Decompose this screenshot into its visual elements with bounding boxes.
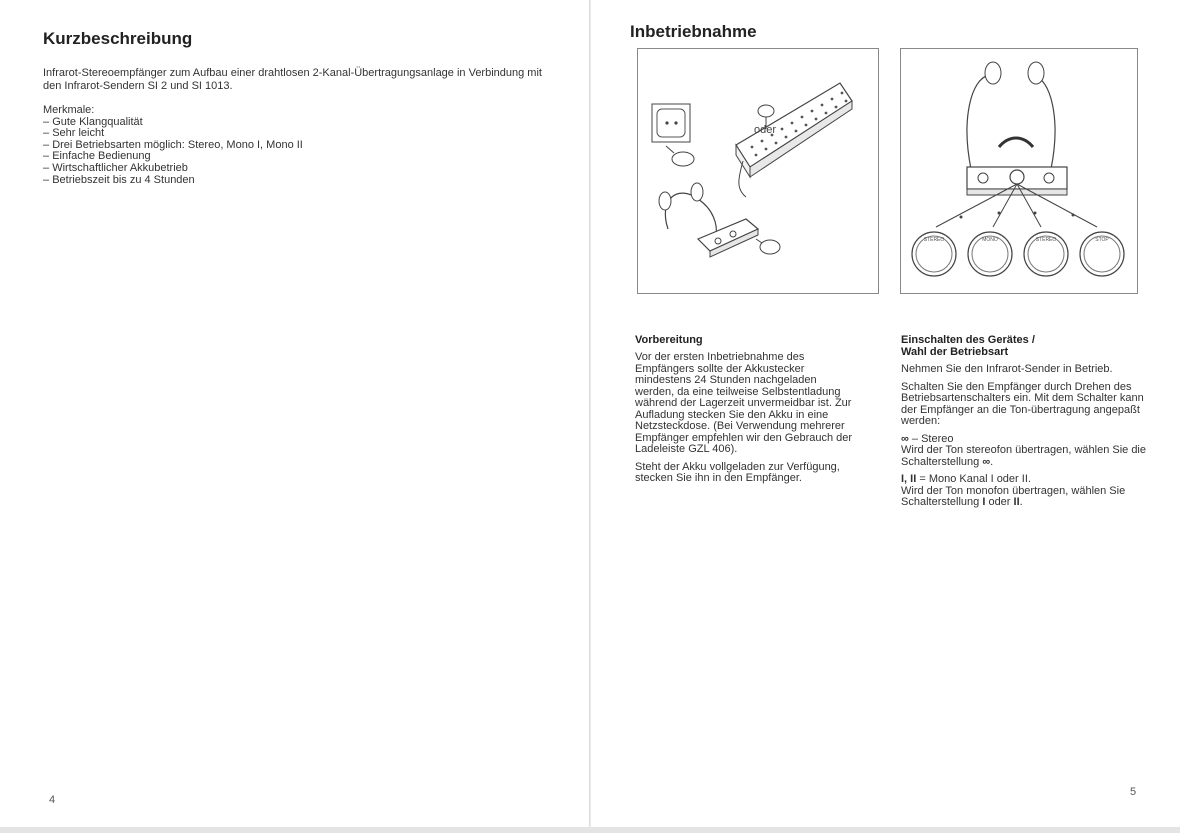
feature-item: – Einfache Bedienung: [43, 151, 543, 163]
feature-item: – Drei Betriebsarten möglich: Stereo, Mono I, Mono II: [43, 140, 543, 152]
section-heading-vorbereitung: Vorbereitung: [635, 334, 703, 346]
features-heading: Merkmale:: [43, 104, 95, 116]
einschalten-paragraph-2: Schalten Sie den Empfänger durch Drehen des Betriebsartenschalters ein. Mit dem Schalter kann der Empfänger an die Ton-übertragung angepaßt werden:: [901, 380, 1144, 427]
dial-label: MONO: [982, 237, 998, 243]
feature-item: – Wirtschaftlicher Akkubetrieb: [43, 163, 543, 175]
mono-end: .: [1019, 496, 1023, 508]
stereo-text: Wird der Ton stereofon übertragen, wählen Sie die Schalterstellung: [901, 444, 1146, 468]
mono-or: oder: [985, 496, 1014, 508]
page-title-inbetriebnahme: Inbetriebnahme: [630, 22, 757, 41]
page-number-right: 5: [1130, 786, 1137, 798]
heading-line-1: Einschalten des Gerätes /: [901, 334, 1035, 346]
page-number-left: 4: [49, 794, 56, 806]
stereo-label: – Stereo: [908, 432, 954, 445]
section-einschalten: [901, 334, 1146, 515]
mono-text: Wird der Ton monofon übertragen, wählen Sie Schalterstellung: [901, 484, 1126, 508]
intro-text: Infrarot-Stereoempfänger zum Aufbau einer drahtlosen 2-Kanal-Übertragungsanlage in Verbindung mit den Infrarot-Sendern SI 2 und SI 1013.: [43, 67, 542, 92]
dial-label: STOP: [1095, 237, 1109, 243]
mode-selection-illustration: [900, 48, 1138, 294]
stereo-mode-description: [901, 434, 1146, 469]
figure-label-oder: oder: [754, 124, 777, 136]
mono-symbol: I, II: [901, 473, 917, 485]
page-title-kurzbeschreibung: Kurzbeschreibung: [43, 29, 193, 48]
stereo-symbol-inline: ∞: [982, 455, 991, 468]
charging-drawing: [638, 49, 878, 293]
vorbereitung-paragraph-2: Steht der Akku vollgeladen zur Verfügung, stecken Sie ihn in den Empfänger.: [635, 460, 840, 484]
vorbereitung-paragraph-1: Vor der ersten Inbetriebnahme des Empfängers sollte der Akkustecker mindestens 24 Stunden nachgeladen werden, da eine teilweise Selbstentladung während der Lagerzeit unvermeidbar ist. Zur Aufladung stecken Sie den Akku in eine Netzsteckdose. (Bei Verwendung mehrerer Empfänger empfehlen wir den Gebrauch der Ladeleiste GZL 406).: [635, 351, 853, 455]
dial-label: STEREO: [1035, 237, 1057, 243]
charging-illustration: [637, 48, 879, 294]
page-bottom-edge: [0, 827, 1180, 833]
heading-line-2: Wahl der Betriebsart: [901, 346, 1009, 358]
feature-item: – Sehr leicht: [43, 128, 543, 140]
right-page: [590, 0, 1180, 833]
section-vorbereitung: [635, 334, 853, 491]
feature-item: – Betriebszeit bis zu 4 Stunden: [43, 175, 543, 187]
mono-i: I: [982, 496, 986, 508]
mono-mode-description: [901, 474, 1146, 509]
einschalten-paragraph-1: Nehmen Sie den Infrarot-Sender in Betrieb.: [901, 363, 1113, 375]
section-heading-einschalten: [901, 334, 1146, 358]
stereo-symbol: ∞: [901, 432, 909, 445]
mono-label: = Mono Kanal I oder II.: [916, 473, 1031, 485]
stereo-end: .: [990, 455, 994, 468]
receiver-drawing: [901, 49, 1137, 293]
feature-list: [43, 105, 543, 186]
feature-item: – Gute Klangqualität: [43, 117, 543, 129]
mono-ii: II: [1013, 496, 1020, 508]
dial-label: STEREO: [923, 237, 945, 243]
